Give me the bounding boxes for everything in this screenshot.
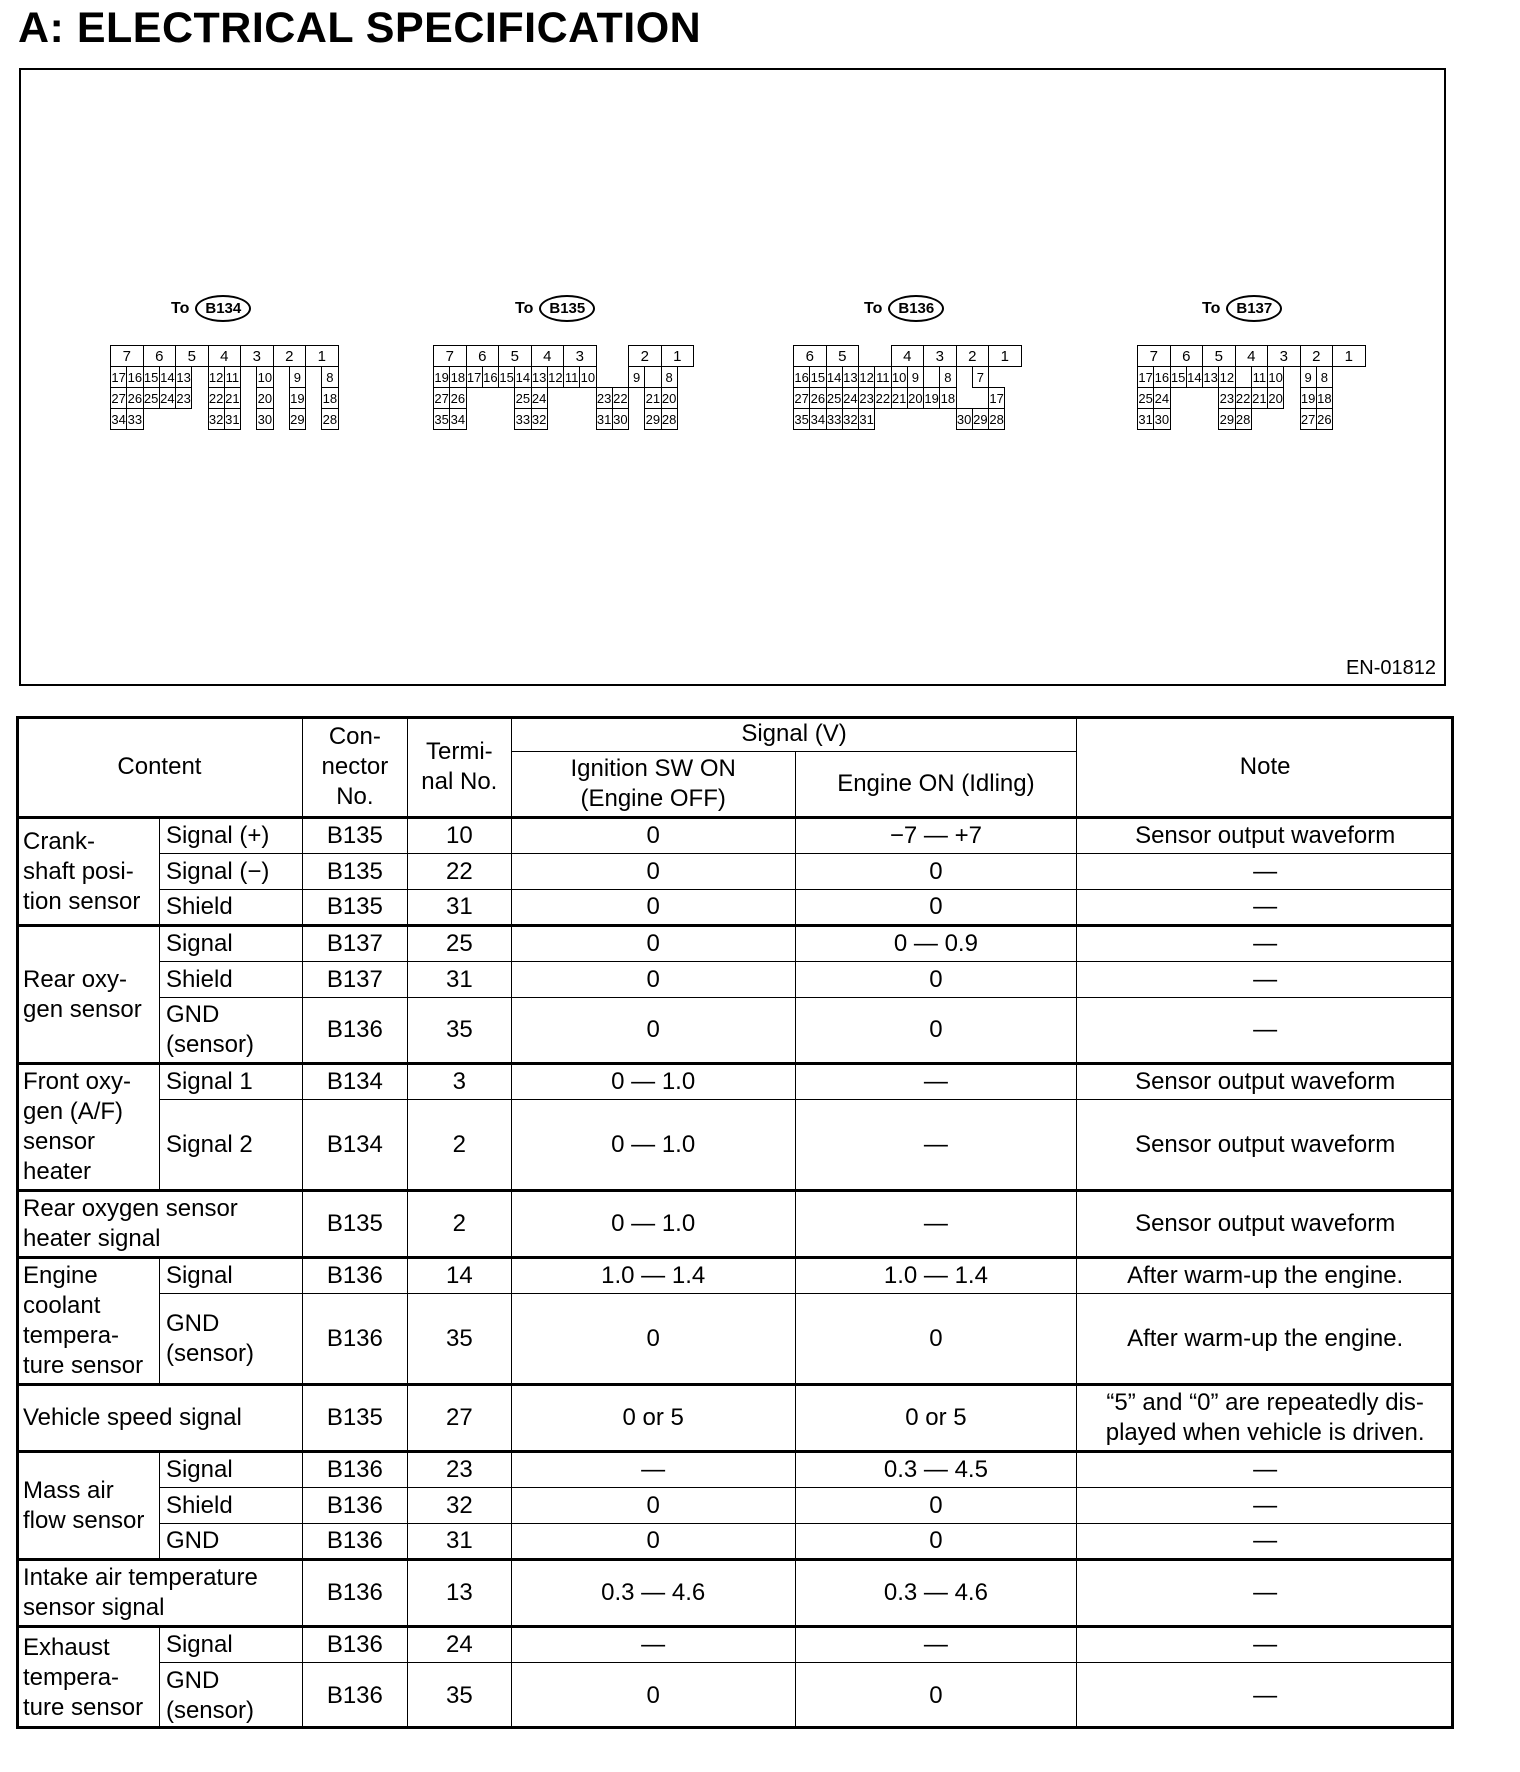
terminal-pin: 10 [579,366,596,388]
connector-cell: B136 [302,1258,407,1294]
terminal-pin: 8 [661,366,678,388]
connector-to-text: To [1202,299,1221,317]
terminal-pin: 18 [1316,387,1333,409]
terminal-pin: 21 [1251,387,1268,409]
terminal-pin: 14 [826,366,843,388]
terminal-cell: 35 [407,1294,511,1385]
terminal-pin: 24 [1153,387,1170,409]
terminal-cell: 32 [407,1488,511,1524]
terminal-pin: 9 [907,366,924,388]
connector-to-text: To [864,299,883,317]
connector-id-oval: B136 [888,295,944,322]
terminal-cell: 35 [407,998,511,1064]
terminal-pin: 6 [793,345,827,367]
connector-cell: B135 [302,1191,407,1258]
terminal-pin: 16 [1153,366,1170,388]
terminal-pin: 12 [547,366,564,388]
header-connector: Con- nector No. [302,717,407,818]
connector-to-text: To [171,299,190,317]
terminal-pin: 9 [289,366,306,388]
connector-cell: B134 [302,1064,407,1100]
figure-code: EN-01812 [1345,657,1436,679]
header-signal: Signal (V) [511,717,1076,752]
connector-to-text: To [515,299,534,317]
terminal-pin: 13 [842,366,859,388]
table-row [17,1064,1454,1100]
terminal-pin: 29 [1218,408,1235,430]
table-row [17,1488,1454,1524]
terminal-pin: 27 [110,387,127,409]
terminal-pin: 4 [891,345,925,367]
terminal-pin: 21 [891,387,908,409]
note-cell: Sensor output waveform [1077,818,1454,854]
note-cell: “5” and “0” are repeatedly dis- played when vehicle is driven. [1077,1385,1454,1452]
terminal-pin: 26 [1316,408,1333,430]
connector-cell: B136 [302,998,407,1064]
terminal-pin: 29 [289,408,306,430]
note-cell: — [1077,1488,1454,1524]
connector-cell: B136 [302,1627,407,1663]
engine-on-cell: — [795,1627,1077,1663]
note-cell: — [1077,998,1454,1064]
terminal-pin: 14 [1186,366,1203,388]
ignition-on-cell: 1.0 — 1.4 [511,1258,795,1294]
ignition-on-cell: — [511,1627,795,1663]
terminal-pin: 23 [175,387,192,409]
table-row [17,854,1454,890]
terminal-cell: 35 [407,1663,511,1729]
terminal-pin: 5 [498,345,532,367]
connector-cell: B135 [302,1385,407,1452]
ignition-on-cell: 0.3 — 4.6 [511,1560,795,1627]
note-cell: Sensor output waveform [1077,1064,1454,1100]
terminal-cell: 10 [407,818,511,854]
content-cell: Engine coolant tempera- ture sensor [17,1258,160,1385]
terminal-pin: 35 [433,408,450,430]
connector-cell: B136 [302,1524,407,1560]
note-cell: — [1077,1524,1454,1560]
engine-on-cell: 0 [795,1663,1077,1729]
connector-id-oval: B135 [539,295,595,322]
sub-content-cell: GND (sensor) [159,998,302,1064]
ignition-on-cell: 0 [511,926,795,962]
engine-on-cell: 0 [795,962,1077,998]
terminal-pin: 25 [514,387,531,409]
table-row [17,1524,1454,1560]
terminal-pin: 24 [531,387,548,409]
table-row [17,1294,1454,1385]
terminal-pin: 28 [661,408,678,430]
content-cell: Exhaust tempera- ture sensor [17,1627,160,1729]
terminal-pin: 1 [661,345,695,367]
table-row [17,890,1454,926]
note-cell: — [1077,1663,1454,1729]
note-cell: Sensor output waveform [1077,1191,1454,1258]
terminal-pin: 6 [1170,345,1204,367]
connector-id-oval: B137 [1226,295,1282,322]
terminal-pin: 25 [143,387,160,409]
engine-on-cell: 0 [795,1524,1077,1560]
note-cell: Sensor output waveform [1077,1100,1454,1191]
terminal-pin: 10 [1267,366,1284,388]
terminal-pin: 8 [1316,366,1333,388]
ignition-on-cell: 0 [511,854,795,890]
terminal-pin: 6 [143,345,177,367]
table-row [17,962,1454,998]
connector-label [515,295,595,322]
table-row [17,1627,1454,1663]
terminal-pin: 33 [126,408,143,430]
connector-cell: B137 [302,926,407,962]
engine-on-cell: 0.3 — 4.6 [795,1560,1077,1627]
sub-content-cell: Shield [159,962,302,998]
connector-cell: B137 [302,962,407,998]
engine-on-cell: 0 or 5 [795,1385,1077,1452]
terminal-pin: 1 [1332,345,1366,367]
terminal-pin: 17 [110,366,127,388]
note-cell: — [1077,854,1454,890]
ignition-on-cell: 0 [511,1663,795,1729]
terminal-pin: 2 [1300,345,1334,367]
terminal-pin: 7 [1137,345,1171,367]
terminal-pin: 27 [433,387,450,409]
table-row [17,818,1454,854]
table-row [17,1258,1454,1294]
terminal-pin: 2 [956,345,990,367]
header-terminal: Termi- nal No. [407,717,511,818]
terminal-pin: 14 [514,366,531,388]
terminal-pin: 11 [224,366,241,388]
note-cell: — [1077,1560,1454,1627]
terminal-pin: 20 [256,387,273,409]
terminal-pin: 34 [809,408,826,430]
engine-on-cell: 0 [795,1488,1077,1524]
table-row [17,1560,1454,1627]
engine-on-cell: 0 [795,998,1077,1064]
terminal-pin: 26 [126,387,143,409]
connector-cell: B134 [302,1100,407,1191]
terminal-pin: 7 [972,366,989,388]
sub-content-cell: Signal (+) [159,818,302,854]
engine-on-cell: 0 [795,854,1077,890]
ignition-on-cell: — [511,1452,795,1488]
terminal-pin: 5 [826,345,860,367]
terminal-pin: 30 [612,408,629,430]
terminal-cell: 14 [407,1258,511,1294]
ignition-on-cell: 0 [511,818,795,854]
sub-content-cell: Signal 2 [159,1100,302,1191]
terminal-pin: 7 [110,345,144,367]
note-cell: — [1077,890,1454,926]
sub-content-cell: Signal [159,1258,302,1294]
terminal-pin: 33 [514,408,531,430]
terminal-pin: 27 [793,387,810,409]
terminal-pin: 25 [826,387,843,409]
connector-cell: B136 [302,1663,407,1729]
connector-label [864,295,944,322]
terminal-pin: 32 [842,408,859,430]
engine-on-cell: — [795,1100,1077,1191]
sub-content-cell: GND [159,1524,302,1560]
terminal-pin: 17 [1137,366,1154,388]
terminal-pin: 16 [126,366,143,388]
terminal-pin: 30 [256,408,273,430]
terminal-pin: 24 [842,387,859,409]
sub-content-cell: Signal 1 [159,1064,302,1100]
table-row [17,1191,1454,1258]
connector-cell: B136 [302,1560,407,1627]
terminal-pin: 1 [988,345,1022,367]
engine-on-cell: 0 — 0.9 [795,926,1077,962]
terminal-pin: 17 [466,366,483,388]
sub-content-cell: Shield [159,1488,302,1524]
table-row [17,1663,1454,1729]
terminal-cell: 2 [407,1191,511,1258]
sub-content-cell: Signal [159,1452,302,1488]
terminal-cell: 31 [407,890,511,926]
terminal-pin: 19 [289,387,306,409]
terminal-pin: 9 [628,366,645,388]
terminal-pin: 30 [1153,408,1170,430]
content-cell: Mass air flow sensor [17,1452,160,1560]
terminal-cell: 27 [407,1385,511,1452]
terminal-pin: 25 [1137,387,1154,409]
terminal-pin: 18 [321,387,338,409]
terminal-pin: 3 [923,345,957,367]
terminal-pin: 23 [858,387,875,409]
terminal-pin: 23 [1218,387,1235,409]
terminal-cell: 3 [407,1064,511,1100]
connector-cell: B136 [302,1294,407,1385]
connector-cell: B136 [302,1452,407,1488]
terminal-cell: 25 [407,926,511,962]
ignition-on-cell: 0 [511,1488,795,1524]
content-cell: Intake air temperature sensor signal [17,1560,303,1627]
content-cell: Rear oxygen sensor heater signal [17,1191,303,1258]
terminal-pin: 22 [874,387,891,409]
sub-content-cell: Signal [159,1627,302,1663]
terminal-pin: 17 [988,387,1005,409]
terminal-pin: 20 [1267,387,1284,409]
terminal-pin: 28 [1235,408,1252,430]
ignition-on-cell: 0 [511,1294,795,1385]
terminal-pin: 6 [466,345,500,367]
terminal-pin: 24 [159,387,176,409]
note-cell: — [1077,1627,1454,1663]
terminal-pin: 28 [321,408,338,430]
terminal-pin: 20 [661,387,678,409]
sub-content-cell: GND (sensor) [159,1663,302,1729]
connector-cell: B135 [302,818,407,854]
terminal-pin: 1 [305,345,339,367]
terminal-pin: 19 [923,387,940,409]
terminal-pin: 16 [793,366,810,388]
table-row [17,1452,1454,1488]
page-title: A: ELECTRICAL SPECIFICATION [18,4,702,52]
ignition-on-cell: 0 — 1.0 [511,1100,795,1191]
terminal-pin: 34 [110,408,127,430]
terminal-pin: 4 [531,345,565,367]
content-cell: Front oxy- gen (A/F) sensor heater [17,1064,160,1191]
terminal-pin: 21 [644,387,661,409]
terminal-pin: 31 [1137,408,1154,430]
ignition-on-cell: 0 or 5 [511,1385,795,1452]
terminal-pin: 26 [809,387,826,409]
terminal-cell: 22 [407,854,511,890]
terminal-pin: 16 [482,366,499,388]
table-row [17,1100,1454,1191]
table-row [17,998,1454,1064]
ignition-on-cell: 0 [511,962,795,998]
terminal-pin: 14 [159,366,176,388]
content-cell: Rear oxy- gen sensor [17,926,160,1064]
engine-on-cell: — [795,1191,1077,1258]
terminal-pin: 20 [907,387,924,409]
connector-label [171,295,251,322]
terminal-pin: 2 [273,345,307,367]
connector-id-oval: B134 [195,295,251,322]
terminal-pin: 8 [939,366,956,388]
terminal-pin: 4 [1235,345,1269,367]
terminal-pin: 12 [208,366,225,388]
terminal-pin: 19 [433,366,450,388]
connector-cell: B135 [302,854,407,890]
note-cell: After warm-up the engine. [1077,1258,1454,1294]
terminal-pin: 5 [175,345,209,367]
sub-content-cell: Signal (−) [159,854,302,890]
terminal-pin: 11 [563,366,580,388]
terminal-pin: 18 [939,387,956,409]
connector-figure [19,68,1446,686]
terminal-pin: 11 [874,366,891,388]
content-cell: Crank- shaft posi- tion sensor [17,818,160,926]
terminal-cell: 31 [407,962,511,998]
terminal-cell: 13 [407,1560,511,1627]
terminal-pin: 28 [988,408,1005,430]
terminal-pin: 7 [433,345,467,367]
terminal-pin: 26 [449,387,466,409]
note-cell: — [1077,926,1454,962]
terminal-pin: 22 [1235,387,1252,409]
terminal-pin: 23 [596,387,613,409]
note-cell: — [1077,1452,1454,1488]
terminal-pin: 32 [208,408,225,430]
terminal-pin: 29 [644,408,661,430]
ignition-on-cell: 0 [511,998,795,1064]
engine-on-cell: 0 [795,890,1077,926]
terminal-pin: 8 [321,366,338,388]
ignition-on-cell: 0 — 1.0 [511,1064,795,1100]
header-note: Note [1077,717,1454,818]
terminal-pin: 10 [891,366,908,388]
terminal-pin: 30 [956,408,973,430]
terminal-pin: 21 [224,387,241,409]
terminal-pin: 3 [1267,345,1301,367]
note-cell: — [1077,962,1454,998]
header-engine-on: Engine ON (Idling) [795,752,1077,818]
sub-content-cell: GND (sensor) [159,1294,302,1385]
terminal-pin: 15 [809,366,826,388]
terminal-pin: 32 [531,408,548,430]
terminal-pin: 3 [240,345,274,367]
ignition-on-cell: 0 — 1.0 [511,1191,795,1258]
terminal-pin: 22 [612,387,629,409]
terminal-pin: 31 [858,408,875,430]
table-row [17,926,1454,962]
content-cell: Vehicle speed signal [17,1385,303,1452]
header-content: Content [17,717,303,818]
terminal-pin: 15 [1170,366,1187,388]
terminal-pin: 29 [972,408,989,430]
header-ignition-on: Ignition SW ON (Engine OFF) [511,752,795,818]
engine-on-cell: 0.3 — 4.5 [795,1452,1077,1488]
terminal-pin: 3 [563,345,597,367]
terminal-cell: 31 [407,1524,511,1560]
terminal-pin: 15 [143,366,160,388]
terminal-pin: 2 [628,345,662,367]
terminal-pin: 13 [531,366,548,388]
terminal-pin: 27 [1300,408,1317,430]
engine-on-cell: −7 — +7 [795,818,1077,854]
terminal-pin: 11 [1251,366,1268,388]
terminal-pin: 12 [1218,366,1235,388]
terminal-pin: 33 [826,408,843,430]
terminal-pin: 4 [208,345,242,367]
engine-on-cell: 1.0 — 1.4 [795,1258,1077,1294]
table-row [17,1385,1454,1452]
sub-content-cell: Signal [159,926,302,962]
terminal-pin: 10 [256,366,273,388]
terminal-pin: 12 [858,366,875,388]
connector-cell: B136 [302,1488,407,1524]
connector-cell: B135 [302,890,407,926]
note-cell: After warm-up the engine. [1077,1294,1454,1385]
sub-content-cell: Shield [159,890,302,926]
terminal-cell: 24 [407,1627,511,1663]
terminal-cell: 2 [407,1100,511,1191]
terminal-pin: 9 [1300,366,1317,388]
terminal-pin: 34 [449,408,466,430]
terminal-pin: 19 [1300,387,1317,409]
terminal-pin: 35 [793,408,810,430]
terminal-pin: 22 [208,387,225,409]
terminal-pin: 5 [1202,345,1236,367]
terminal-pin: 18 [449,366,466,388]
terminal-pin: 13 [175,366,192,388]
ignition-on-cell: 0 [511,890,795,926]
electrical-spec-table [16,716,1454,1729]
engine-on-cell: 0 [795,1294,1077,1385]
terminal-pin: 15 [498,366,515,388]
terminal-pin: 31 [224,408,241,430]
terminal-pin: 31 [596,408,613,430]
terminal-cell: 23 [407,1452,511,1488]
engine-on-cell: — [795,1064,1077,1100]
terminal-pin: 13 [1202,366,1219,388]
connector-label [1202,295,1282,322]
ignition-on-cell: 0 [511,1524,795,1560]
